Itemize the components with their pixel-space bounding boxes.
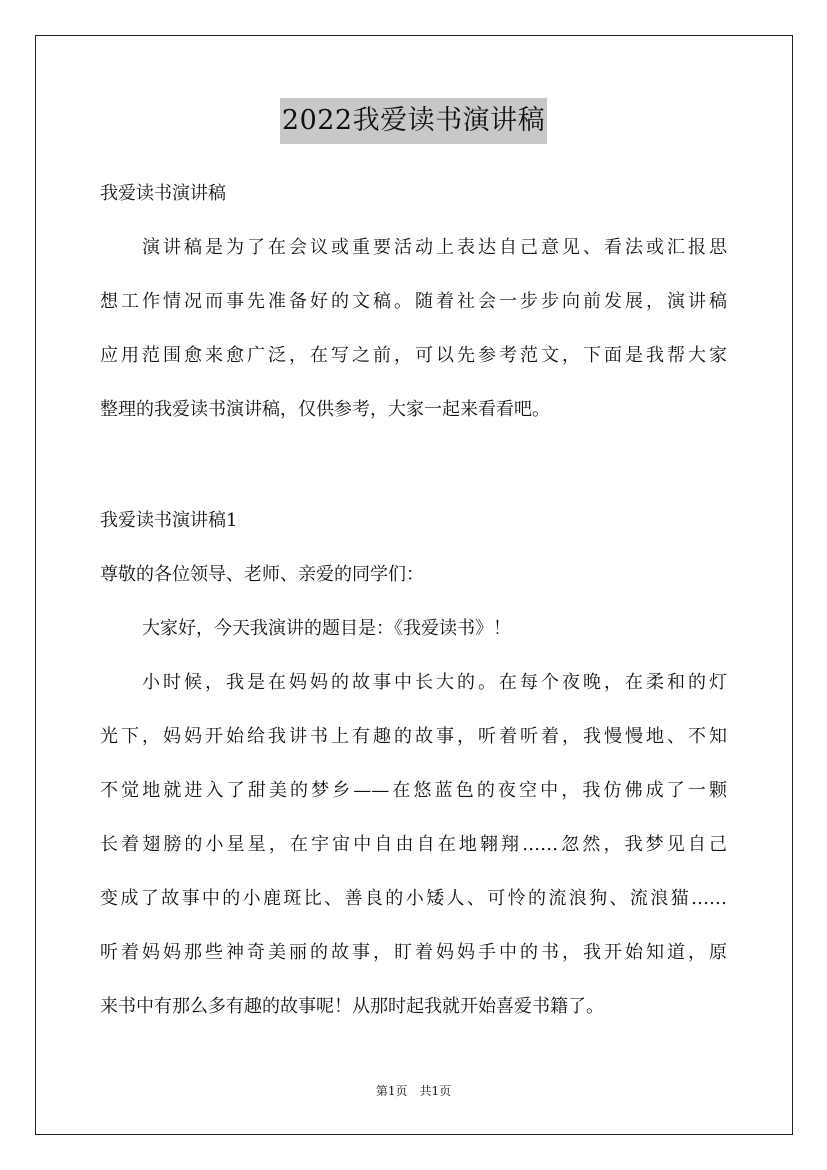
greeting: 大家好，今天我演讲的题目是：《我爱读书》！ (142, 618, 511, 639)
title-container (0, 98, 827, 144)
story-line-3: 不觉地就进入了甜美的梦乡——在悠蓝色的夜空中，我仿佛成了一颗 (100, 780, 727, 801)
intro-line-2: 想工作情况而事先准备好的文稿。随着社会一步步向前发展，演讲稿 (100, 291, 727, 312)
story-line-4: 长着翅膀的小星星，在宇宙中自由自在地翱翔……忽然，我梦见自己 (100, 834, 727, 855)
section-heading: 我爱读书演讲稿1 (100, 510, 238, 531)
story-line-2: 光下，妈妈开始给我讲书上有趣的故事，听着听着，我慢慢地、不知 (100, 726, 727, 747)
story-line-7: 来书中有那么多有趣的故事呢！从那时起我就开始喜爱书籍了。 (100, 996, 604, 1017)
intro-line-3: 应用范围愈来愈广泛，在写之前，可以先参考范文，下面是我帮大家 (100, 345, 727, 366)
story-line-5: 变成了故事中的小鹿斑比、善良的小矮人、可怜的流浪狗、流浪猫…… (100, 888, 727, 909)
intro-line-4: 整理的我爱读书演讲稿，仅供参考，大家一起来看看吧。 (100, 399, 550, 420)
intro-line-1: 演讲稿是为了在会议或重要活动上表达自己意见、看法或汇报思 (142, 237, 727, 258)
document-title: 2022我爱读书演讲稿 (280, 98, 547, 144)
story-line-6: 听着妈妈那些神奇美丽的故事，盯着妈妈手中的书，我开始知道，原 (100, 942, 727, 963)
page-number: 第1页 共1页 (375, 1084, 452, 1098)
story-line-1: 小时候，我是在妈妈的故事中长大的。在每个夜晚，在柔和的灯 (142, 672, 727, 693)
salutation: 尊敬的各位领导、老师、亲爱的同学们： (100, 564, 424, 585)
subtitle: 我爱读书演讲稿 (100, 183, 226, 204)
